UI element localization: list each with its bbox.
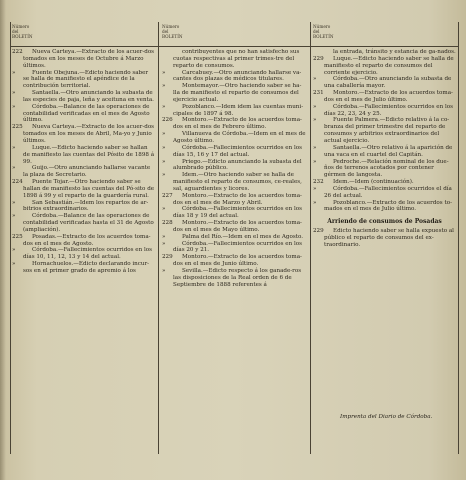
index-entry — [12, 261, 156, 275]
entry-text: Carcabuey.—Otro anunciando hallarse va-cantes dos plazas de médicos titulares. — [173, 69, 302, 83]
header-label: del — [12, 29, 19, 34]
entry-text: Córdoba.—Balance de las operaciones de contabilidad verificadas en el mes de Agosto último. — [23, 103, 150, 124]
index-entry — [12, 165, 156, 179]
section-title: Arriendo de consumos de Posadas — [327, 218, 442, 226]
entry-number: » — [313, 103, 317, 110]
index-entry — [313, 49, 456, 56]
index-entry — [162, 234, 308, 241]
entry-text: Posadas.—Extracto de los acuerdos toma-dos en el mes de Agosto. — [23, 233, 151, 247]
entry-number: » — [12, 199, 16, 206]
header-label: BOLETÍN — [313, 34, 334, 39]
index-entry — [12, 124, 156, 145]
entry-number: 229 — [313, 55, 324, 62]
entry-text: la entrada, tránsito y estancia de ga-nados. — [333, 49, 456, 55]
header-label: del — [162, 29, 169, 34]
entry-text: Palma del Río.—Idem en el mes de Agosto. — [182, 233, 303, 240]
entry-text: Pedroche.—Relación nominal de los due-ños de terrenos acotados por contener gérmen de langosta. — [324, 158, 449, 179]
entry-number: » — [162, 172, 166, 179]
index-entry — [313, 186, 456, 200]
entry-number: » — [12, 90, 16, 97]
index-entry — [313, 145, 456, 159]
entry-number: » — [313, 199, 317, 206]
column-1-entries — [12, 49, 156, 275]
index-entry — [12, 247, 156, 261]
entry-text: Córdoba.—Fallecimientos ocurridos en los días 20 y 21. — [173, 240, 303, 254]
entry-number: » — [162, 158, 166, 165]
entry-number: » — [12, 247, 16, 254]
entry-text: Córdoba.—Fallecimientos ocurridos el día 26 del actual. — [324, 185, 452, 199]
entry-text: Montoro.—Extracto de los acuerdos toma-dos en el mes de Junio último. — [173, 254, 302, 268]
index-entry — [162, 83, 308, 104]
index-entry — [162, 117, 308, 131]
entry-number: » — [313, 144, 317, 151]
entry-number: 226 — [162, 117, 173, 124]
header-label: del — [313, 29, 320, 34]
index-entry — [162, 49, 308, 70]
entry-number: » — [12, 165, 16, 172]
entry-text: contribuyentes que no han satisfecho sus cuotas respectivas al primer trimes-tre del reparto de consumos. — [173, 49, 300, 69]
entry-text: Idem.—Idem (continuación). — [333, 179, 414, 186]
index-entry — [313, 104, 456, 118]
index-entry — [12, 49, 156, 70]
entry-number: » — [162, 268, 166, 274]
entry-text: Luque.—Edicto haciendo saber se hallan de manifiesto las cuentas del Pósito de 1898 á 99. — [23, 144, 155, 165]
index-entry — [162, 131, 308, 145]
index-entry — [313, 159, 456, 180]
column-header-1 — [12, 24, 34, 44]
entry-text: Montemayor.—Otro haciendo saber se ha-lla de manifiesto el reparto de consumos del ejercicio actual. — [173, 83, 302, 103]
header-rule-2 — [158, 46, 310, 47]
entry-text: Montoro.—Extracto de los acuerdos toma-dos en el mes de Julio último. — [324, 90, 453, 103]
entry-number: » — [313, 117, 317, 124]
entry-text: Fuente Obejuna.—Edicto haciendo saber se halla de manifiesto el apéndice de la contribución territorial. — [23, 69, 149, 90]
column-rule-1 — [158, 22, 159, 454]
entry-number: 227 — [162, 192, 173, 199]
entry-text: Córdoba.—Fallecimientos ocurridos en los días 10, 11, 12, 13 y 14 del actual. — [23, 247, 153, 261]
entry-text: Sevilla.—Edicto respecto á los ganade-ros las disposiciones de la Real orden de 6 de Septiembre de 1888 referentes á — [173, 268, 302, 288]
index-entry — [162, 220, 308, 234]
index-entry — [12, 104, 156, 125]
entry-number: » — [162, 83, 166, 90]
entry-text: Montoro.—Extracto de los acuerdos toma-dos en el mes de Febrero último. — [173, 117, 302, 131]
index-entry — [12, 234, 156, 248]
entry-number: 225 — [12, 233, 23, 240]
index-entry — [12, 90, 156, 104]
entry-text: Nueva Carteya.—Extracto de los acuer-dos tomados en los meses de Abril, Ma-yo y Junio últimos. — [23, 124, 155, 144]
entry-text: Villanueva de Córdoba.—Idem en el mes de Agosto último. — [173, 131, 306, 144]
entry-number: 229 — [313, 228, 324, 235]
entry-text: Córdoba.—Balance de las operaciones de contabilidad verificadas hasta el 31 de Agosto (ampliación). — [23, 213, 154, 233]
column-header-3 — [313, 24, 335, 44]
entry-text: San Sebastián.—Idem los repartos de ar-bitrios extraordinarios. — [23, 199, 149, 213]
entry-text: Fuente Palmera.—Edicto relativo á la co-branza del primer trimestre del reparto de consumos y arbitrios extraordinarios del actual ejercicio. — [324, 117, 450, 144]
index-entry — [313, 228, 456, 249]
entry-text: Idem.—Otro haciendo saber se halla de manifiesto el reparto de consumos, ce-reales, sal, aguardientes y licores. — [173, 172, 302, 192]
printer-imprint: Imprenta del Diario de Córdoba. — [340, 414, 433, 420]
entry-text: Santaella.—Otro relativo á la aparición de una vaca en el cuartel del Capitán. — [324, 144, 453, 158]
entry-number: » — [162, 206, 166, 213]
header-rule-1 — [10, 46, 158, 47]
entry-number: 232 — [313, 179, 324, 186]
header-label: BOLETÍN — [162, 34, 183, 39]
entry-number: » — [12, 261, 16, 268]
entry-text: Córdoba.—Fallecimientos ocurridos en los días 22, 23, 24 y 25. — [324, 103, 454, 117]
entry-text: Puente Tojar.—Otro haciendo saber se hallan de manifiesto las cuentas del Pó-sito de 1898 á 99 y el reparto de la guardería rural. — [23, 179, 155, 199]
entry-text: Priego.—Edicto anunciando la subasta del alumbrado público. — [173, 158, 302, 172]
entry-text: Hornachuelos.—Edicto declarando incur-sos en el primer grado de apremio á los — [23, 261, 150, 274]
column-rule-2 — [310, 22, 311, 454]
entry-text: Nueva Carteya.—Extracto de los acuer-dos tomados en los meses de Octubre á Marzo últimos. — [23, 49, 155, 69]
header-label: Número — [12, 24, 30, 29]
index-entry — [162, 159, 308, 173]
entry-number: » — [12, 69, 16, 76]
index-entry — [12, 179, 156, 200]
entry-number: » — [12, 213, 16, 220]
entry-number: » — [162, 103, 166, 110]
entry-text: Pozoblanco.—Idem idem las cuentas muni-cipales de 1897 á 98. — [173, 103, 304, 117]
index-entry — [12, 145, 156, 166]
index-entry — [162, 104, 308, 118]
index-entry — [12, 200, 156, 214]
header-label: BOLETÍN — [12, 34, 33, 39]
header-label: Número — [313, 24, 331, 29]
index-entry — [162, 254, 308, 268]
index-entry — [162, 172, 308, 193]
column-rule-right — [458, 22, 459, 454]
entry-number: » — [162, 131, 166, 138]
entry-number: » — [162, 240, 166, 247]
entry-number: » — [12, 103, 16, 110]
column-2-entries — [162, 49, 308, 289]
index-entry — [162, 145, 308, 159]
binding-shadow-left — [0, 0, 6, 480]
index-entry — [313, 117, 456, 144]
index-entry — [313, 179, 456, 186]
entry-text: Edicto haciendo saber se halla expuesto al público el reparto de consumos del ex-traordinario. — [324, 228, 454, 248]
entry-text: Córdoba.—Fallecimientos ocurridos en los días 18 y 19 del actual. — [173, 206, 303, 220]
entry-number: 222 — [12, 49, 23, 55]
entry-number: » — [12, 144, 16, 151]
entry-text: Luque.—Edicto haciendo saber se halla de manifiesto el reparto de consumos del corriente ejercicio. — [324, 55, 454, 76]
index-entry — [313, 200, 456, 214]
entry-number: 229 — [162, 254, 173, 261]
index-entry — [162, 206, 308, 220]
entry-text: Córdoba.—Fallecimientos ocurridos en los días 15, 16 y 17 del actual. — [173, 144, 303, 158]
index-entry — [12, 213, 156, 234]
entry-text: Santaella.—Otro anunciando la subasta de las especies de paja, leña y aceituna en venta. — [23, 90, 154, 103]
column-3-entries — [313, 49, 456, 249]
entry-number: » — [162, 233, 166, 240]
entry-number: » — [162, 144, 166, 151]
entry-number: 224 — [12, 179, 23, 186]
index-entry — [313, 56, 456, 77]
entry-number: » — [313, 185, 317, 192]
index-entry — [162, 70, 308, 84]
entry-number: » — [313, 76, 317, 83]
entry-number: » — [162, 69, 166, 76]
index-entry — [12, 70, 156, 91]
entry-text: Guijo.—Otro anunciando hallarse vacante la plaza de Secretario. — [23, 165, 151, 179]
header-rule-3 — [310, 46, 458, 47]
entry-text: Montoro.—Extracto de los acuerdos toma-dos en el mes de Marzo y Abril. — [173, 192, 302, 206]
index-entry — [313, 76, 456, 90]
entry-number: 231 — [313, 90, 324, 97]
column-rule-left — [10, 22, 11, 454]
entry-text: Pozoblanco.—Extracto de los acuerdos to-mados en el mes de Julio último. — [324, 199, 452, 213]
header-label: Número — [162, 24, 180, 29]
entry-number: 225 — [12, 124, 23, 131]
entry-number: 228 — [162, 220, 173, 227]
column-header-2 — [162, 24, 184, 44]
index-entry — [162, 241, 308, 255]
index-entry — [162, 193, 308, 207]
entry-text: Córdoba.—Otro anunciando la subasta de una caballería mayor. — [324, 76, 452, 90]
index-entry — [162, 268, 308, 289]
index-entry — [313, 90, 456, 104]
entry-text: Montoro.—Extracto de los acuerdos toma-dos en el mes de Mayo último. — [173, 220, 302, 233]
entry-number: » — [313, 158, 317, 165]
